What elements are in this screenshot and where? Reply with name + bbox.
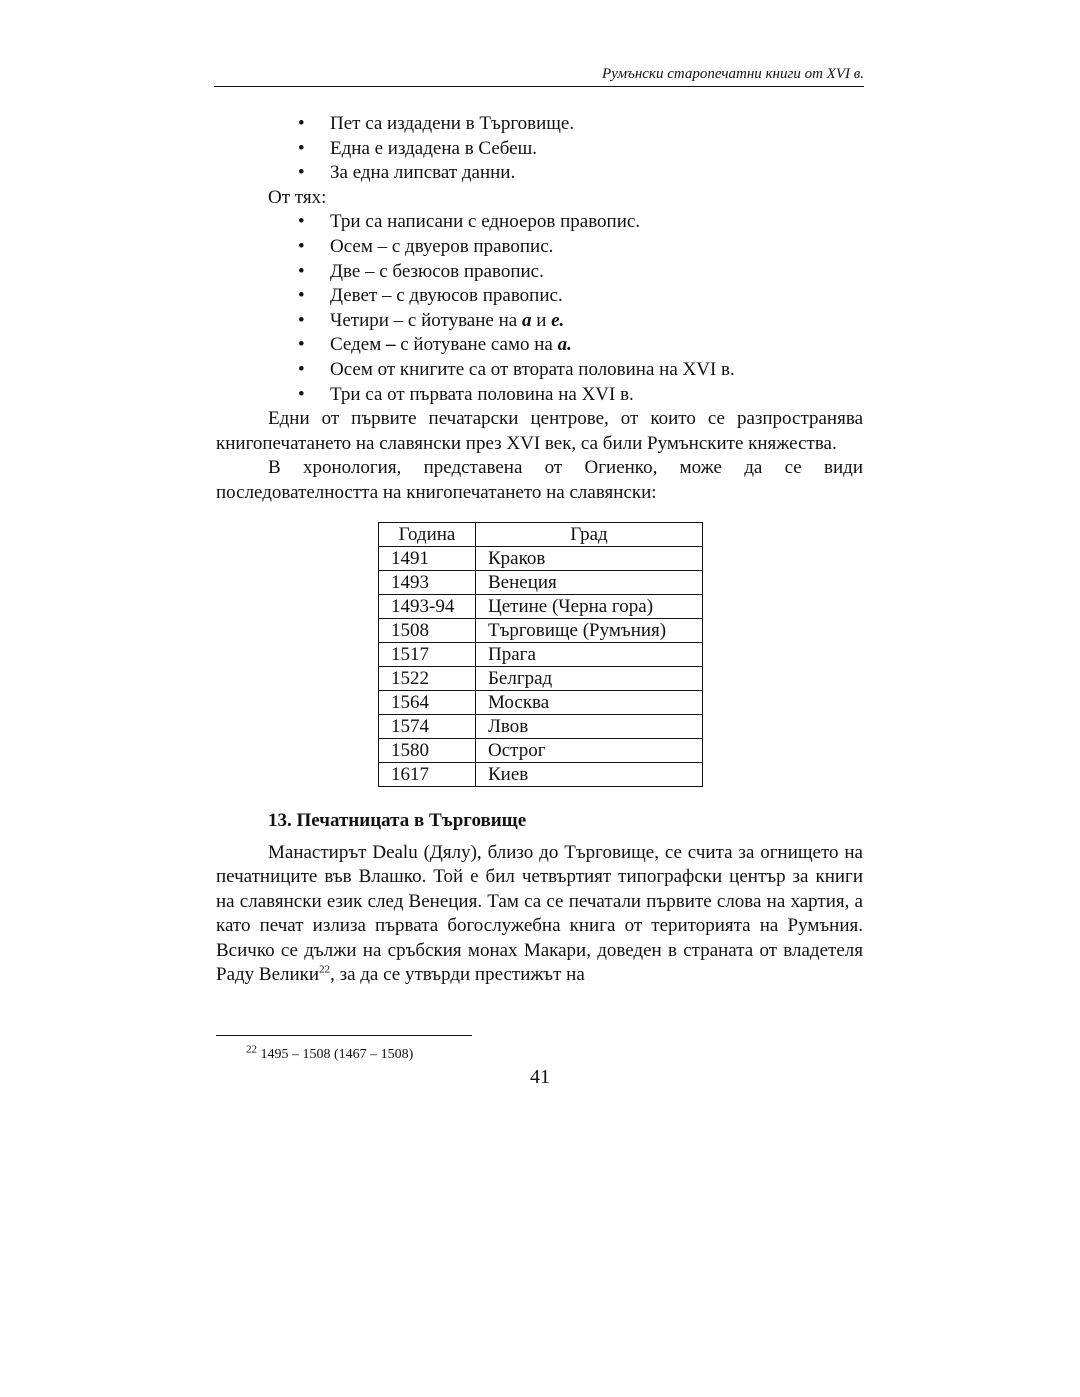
bullet-icon: • <box>298 137 305 159</box>
list-item <box>216 309 863 334</box>
list-item-text: Три са от първата половина на XVI в. <box>330 383 634 405</box>
column-header-city: Град <box>476 522 703 546</box>
footnote <box>246 1043 414 1064</box>
chronology-table <box>378 522 703 787</box>
paragraph-monastery <box>216 841 863 989</box>
list-item <box>216 161 863 186</box>
list-item <box>216 210 863 235</box>
table-header-row <box>379 522 703 546</box>
cell-city: Киев <box>476 762 703 786</box>
cell-city: Венеция <box>476 570 703 594</box>
bullet-icon: • <box>298 260 305 282</box>
list-item <box>216 137 863 162</box>
table-row <box>379 594 703 618</box>
list-intro: От тях: <box>268 186 327 208</box>
list-item-text: Две – с безюсов правопис. <box>330 260 544 282</box>
column-header-year: Година <box>379 522 476 546</box>
list-item <box>216 284 863 309</box>
list-item-text: Осем от книгите са от втората половина на XVI в. <box>330 358 735 380</box>
features-list <box>216 210 863 407</box>
cell-city: Лвов <box>476 714 703 738</box>
list-item <box>216 383 863 408</box>
emphasis-letter: е. <box>551 309 565 331</box>
cell-year: 1580 <box>379 738 476 762</box>
cell-city: Търговище (Румъния) <box>476 618 703 642</box>
list-item-text: с йотуване само на <box>395 334 558 356</box>
table-row <box>379 666 703 690</box>
paragraph-chronology: В хронология, представена от Огиенко, може да се види последователността на книгопечатането на славянски: <box>216 457 863 503</box>
bold-dash: – <box>385 334 396 356</box>
cell-city: Цетине (Черна гора) <box>476 594 703 618</box>
table-row <box>379 738 703 762</box>
list-item-text: Четири – с йотуване на <box>330 309 522 331</box>
cell-city: Острог <box>476 738 703 762</box>
cell-city: Белград <box>476 666 703 690</box>
cell-year: 1517 <box>379 642 476 666</box>
section-heading: 13. Печатницата в Търговище <box>268 809 527 831</box>
bullet-icon: • <box>298 113 305 134</box>
cell-year: 1574 <box>379 714 476 738</box>
paragraph-text: Манастирът Dealu (Дялу), близо до Търговище, се счита за огнището на печатниците във Влашко. Той е бил четвъртият типографски център за книги на славянски език след Венеция. Там са се печатали първите слова на хартия, а като печат излиза първата богослужебна книга от територията на Румъния. Всичко се дължи на сръбския монах Макари, доведен в страната от владетеля Раду Велики <box>216 841 863 986</box>
emphasis-letter: а. <box>557 334 572 356</box>
cell-year: 1522 <box>379 666 476 690</box>
emphasis-letter: а <box>521 309 532 331</box>
table-row <box>379 714 703 738</box>
running-header: Румънски старопечатни книги от XVI в. <box>602 66 864 82</box>
table-row <box>379 690 703 714</box>
header-rule <box>214 86 864 87</box>
list-item <box>216 358 863 383</box>
table-row <box>379 570 703 594</box>
bullet-icon: • <box>298 285 305 307</box>
table-row <box>379 546 703 570</box>
list-item <box>216 112 863 137</box>
footnote-rule <box>216 1035 472 1036</box>
cell-year: 1493 <box>379 570 476 594</box>
bullet-icon: • <box>298 211 305 233</box>
paragraph-centers: Едни от първите печатарски центрове, от които се разпространява книгопечатането на славянски през XVI век, са били Румънските княжества. <box>216 408 863 454</box>
list-item-text: и <box>531 309 552 331</box>
page-body <box>216 112 863 988</box>
list-item <box>216 235 863 260</box>
bullet-icon: • <box>298 334 305 356</box>
cell-year: 1508 <box>379 618 476 642</box>
footnote-marker: 22 <box>246 1043 257 1056</box>
places-list <box>216 112 863 186</box>
chronology-table-wrap <box>378 522 863 787</box>
bullet-icon: • <box>298 358 305 380</box>
bullet-icon: • <box>298 383 305 405</box>
paragraph-text: , за да се утвърди престижът на <box>330 964 585 986</box>
footnote-reference[interactable]: 22 <box>319 964 331 977</box>
table-row <box>379 618 703 642</box>
table-row <box>379 762 703 786</box>
list-item-text: Три са написани с едноеров правопис. <box>330 211 641 233</box>
list-item <box>216 260 863 285</box>
list-item-text: Седем <box>330 334 386 356</box>
cell-city: Прага <box>476 642 703 666</box>
cell-city: Краков <box>476 546 703 570</box>
list-item-text: Девет – с двуюсов правопис. <box>330 285 563 307</box>
bullet-icon: • <box>298 162 305 184</box>
bullet-icon: • <box>298 235 305 257</box>
cell-city: Москва <box>476 690 703 714</box>
list-item <box>216 333 863 358</box>
cell-year: 1491 <box>379 546 476 570</box>
cell-year: 1564 <box>379 690 476 714</box>
list-item-text: Една е издадена в Себеш. <box>330 137 537 159</box>
list-item-text: Пет са издадени в Търговище. <box>330 113 575 134</box>
bullet-icon: • <box>298 309 305 331</box>
page-number: 41 <box>530 1066 550 1088</box>
list-item-text: За една липсват данни. <box>330 162 516 184</box>
cell-year: 1493-94 <box>379 594 476 618</box>
footnote-text: 1495 – 1508 (1467 – 1508) <box>257 1047 414 1062</box>
list-item-text: Осем – с двуеров правопис. <box>330 235 554 257</box>
table-row <box>379 642 703 666</box>
cell-year: 1617 <box>379 762 476 786</box>
